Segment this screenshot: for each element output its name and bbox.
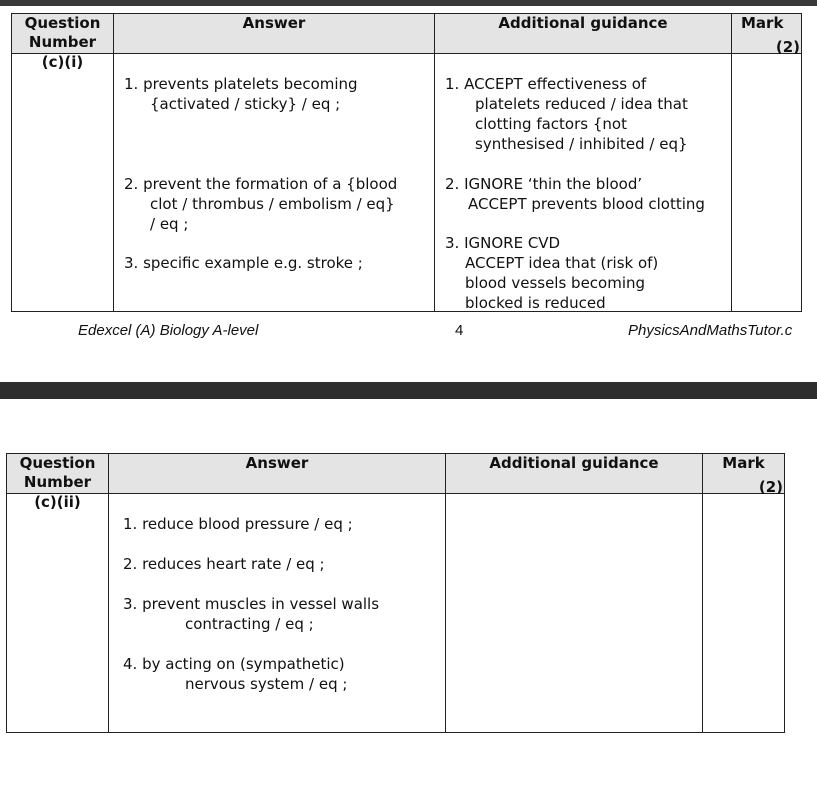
guidance-header: Additional guidance [435,14,732,54]
answer-line: contracting / eq ; [185,615,314,633]
guidance-line: 2. IGNORE ‘thin the blood’ [445,175,643,193]
answer-line: 1. reduce blood pressure / eq ; [123,515,353,533]
guidance-line: ACCEPT idea that (risk of) [465,254,659,272]
question-number: (c)(i) [41,53,84,71]
footer-source: Edexcel (A) Biology A-level [78,322,259,339]
question-number: (c)(ii) [34,493,81,511]
mark-scheme-table-2 [6,453,785,733]
mark-value: (2) [775,38,800,56]
answer-line: 4. by acting on (sympathetic) [123,655,345,673]
answer-line: 3. prevent muscles in vessel walls [123,595,380,613]
page-number: 4 [455,322,464,339]
top-dark-bar [0,0,817,6]
guidance-header: Additional guidance [446,454,703,494]
page-separator-bar [0,382,817,399]
guidance-line: blocked is reduced [465,294,606,312]
answer-line: 1. prevents platelets becoming [124,75,358,93]
guidance-line: ACCEPT prevents blood clotting [468,195,705,213]
answer-line: clot / thrombus / embolism / eq} [150,195,395,213]
header-line: Question [24,14,101,32]
mark-value: (2) [758,478,783,496]
guidance-line: synthesised / inhibited / eq} [475,135,688,153]
guidance-line: blood vessels becoming [465,274,646,292]
header-line: Number [28,33,97,51]
footer-site: PhysicsAndMathsTutor.c [628,322,793,339]
guidance-line: platelets reduced / idea that [475,95,688,113]
answer-line: {activated / sticky} / eq ; [150,95,341,113]
answer-line: 3. specific example e.g. stroke ; [124,254,363,272]
question-number-header [12,14,114,54]
mark-scheme-table-1 [11,13,802,312]
guidance-line: clotting factors {not [475,115,627,133]
guidance-line: 1. ACCEPT effectiveness of [445,75,647,93]
answer-line: 2. prevent the formation of a {blood [124,175,398,193]
answer-line: 2. reduces heart rate / eq ; [123,555,325,573]
guidance-line: 3. IGNORE CVD [445,234,561,252]
mark-header: Mark [732,14,802,54]
answer-line: nervous system / eq ; [185,675,348,693]
answer-line: / eq ; [150,215,189,233]
header-line: Number [23,473,92,491]
answer-header: Answer [114,14,435,54]
header-line: Question [19,454,96,472]
question-number-header [7,454,109,494]
answer-header: Answer [109,454,446,494]
mark-header: Mark [703,454,785,494]
